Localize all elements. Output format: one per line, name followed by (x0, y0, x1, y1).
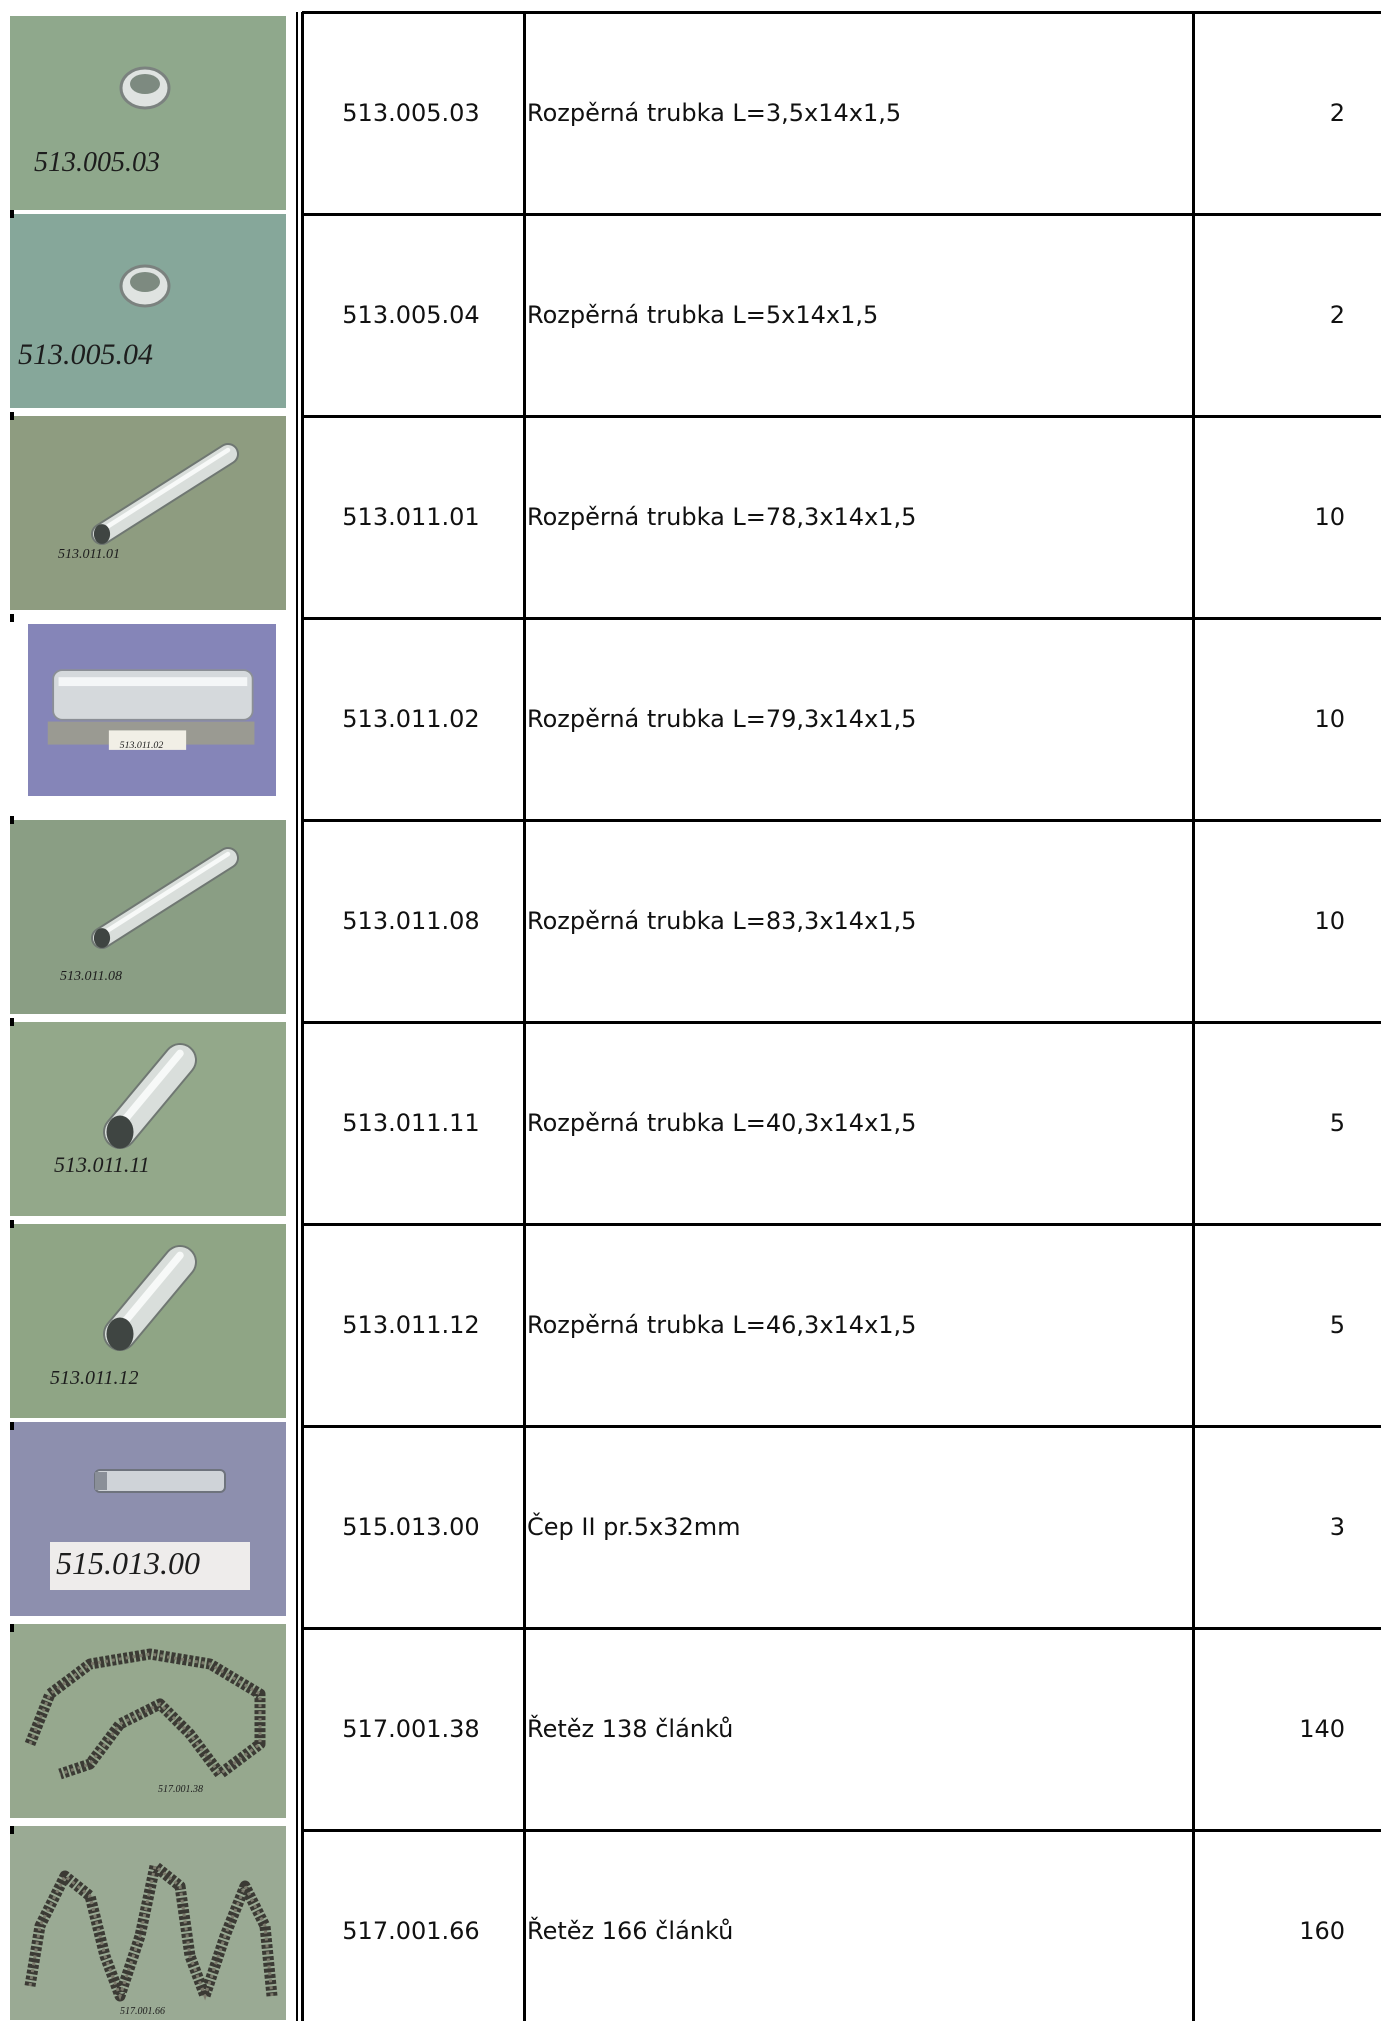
part-photo (10, 1224, 286, 1418)
row-divider (302, 11, 1381, 14)
part-photo (28, 624, 276, 796)
table-row (0, 618, 1381, 820)
part-photo (10, 416, 286, 610)
part-code: 513.011.02 (342, 705, 480, 733)
row-divider (302, 415, 1381, 418)
part-code: 513.011.11 (342, 1109, 480, 1137)
row-divider (302, 1021, 1381, 1024)
part-code: 517.001.66 (342, 1917, 480, 1945)
row-divider (302, 1627, 1381, 1630)
part-description: Rozpěrná trubka L=3,5x14x1,5 (527, 99, 902, 127)
table-row (0, 1022, 1381, 1224)
part-code: 517.001.38 (342, 1715, 480, 1743)
part-photo-image (10, 16, 286, 210)
part-description: Rozpěrná trubka L=79,3x14x1,5 (527, 705, 917, 733)
part-code: 513.005.03 (342, 99, 480, 127)
column-divider (1192, 12, 1195, 2021)
tube-opening (94, 928, 110, 948)
table-row (0, 416, 1381, 618)
table-row (0, 214, 1381, 416)
part-photo (10, 1022, 286, 1216)
svg-text:513.011.01: 513.011.01 (58, 547, 120, 562)
svg-text:513.011.11: 513.011.11 (54, 1152, 150, 1177)
part-quantity: 160 (1299, 1917, 1345, 1945)
part-photo (10, 1826, 286, 2020)
table-row (0, 1628, 1381, 1830)
table-row (0, 1426, 1381, 1628)
part-code: 513.011.08 (342, 907, 480, 935)
part-photo-image (10, 820, 286, 1014)
part-photo (10, 16, 286, 210)
row-tick (10, 1018, 14, 1026)
part-photo-image (10, 1826, 286, 2020)
part-code: 513.011.12 (342, 1311, 480, 1339)
row-tick (10, 1826, 14, 1834)
part-description: Řetěz 138 článků (527, 1715, 734, 1743)
part-quantity: 2 (1329, 301, 1345, 329)
svg-text:513.005.03: 513.005.03 (34, 147, 160, 178)
part-photo (10, 214, 286, 408)
row-tick (10, 1422, 14, 1430)
table-row (0, 12, 1381, 214)
tube-opening (94, 524, 110, 544)
table-row (0, 820, 1381, 1022)
ring-inner (130, 74, 160, 94)
part-photo-image (10, 416, 286, 610)
svg-text:517.001.66: 517.001.66 (120, 2006, 165, 2017)
part-description: Rozpěrná trubka L=40,3x14x1,5 (527, 1109, 917, 1137)
svg-text:513.011.12: 513.011.12 (50, 1367, 139, 1389)
part-quantity: 10 (1314, 503, 1345, 531)
table-row (0, 1224, 1381, 1426)
part-photo-image (10, 1224, 286, 1418)
column-divider (296, 12, 298, 2021)
row-tick (10, 816, 14, 824)
svg-text:517.001.38: 517.001.38 (158, 1784, 203, 1795)
part-photo-image (10, 214, 286, 408)
part-description: Rozpěrná trubka L=78,3x14x1,5 (527, 503, 917, 531)
svg-text:513.005.04: 513.005.04 (18, 338, 153, 371)
pin-groove (95, 1472, 107, 1490)
part-photo (10, 1624, 286, 1818)
part-description: Rozpěrná trubka L=83,3x14x1,5 (527, 907, 917, 935)
row-divider (302, 1223, 1381, 1226)
part-code: 513.011.01 (342, 503, 480, 531)
part-description: Řetěz 166 článků (527, 1917, 734, 1945)
part-photo-image (10, 1422, 286, 1616)
part-photo-image (28, 624, 276, 796)
row-tick (10, 1220, 14, 1228)
part-description: Čep II pr.5x32mm (527, 1513, 741, 1541)
row-tick (10, 614, 14, 622)
svg-text:513.011.08: 513.011.08 (60, 969, 122, 984)
part-description: Rozpěrná trubka L=5x14x1,5 (527, 301, 879, 329)
part-photo-image (10, 1022, 286, 1216)
svg-text:513.011.02: 513.011.02 (119, 740, 164, 752)
svg-text:515.013.00: 515.013.00 (56, 1545, 200, 1581)
row-tick (10, 210, 14, 218)
column-divider (523, 12, 526, 2021)
part-photo (10, 820, 286, 1014)
part-quantity: 10 (1314, 907, 1345, 935)
column-divider (301, 12, 304, 2021)
part-quantity: 2 (1329, 99, 1345, 127)
part-code: 515.013.00 (342, 1513, 480, 1541)
part-code: 513.005.04 (342, 301, 480, 329)
row-divider (302, 1829, 1381, 1832)
row-tick (10, 412, 14, 420)
tube-opening (107, 1318, 134, 1351)
table-row (0, 1830, 1381, 2032)
tube-opening (107, 1116, 134, 1149)
row-divider (302, 1425, 1381, 1428)
part-quantity: 5 (1329, 1311, 1345, 1339)
pin-body (95, 1470, 225, 1492)
part-quantity: 3 (1329, 1513, 1345, 1541)
part-quantity: 5 (1329, 1109, 1345, 1137)
row-divider (302, 617, 1381, 620)
tube-highlight (59, 677, 248, 686)
part-description: Rozpěrná trubka L=46,3x14x1,5 (527, 1311, 917, 1339)
row-divider (302, 819, 1381, 822)
part-photo-image (10, 1624, 286, 1818)
row-divider (302, 213, 1381, 216)
ring-inner (130, 272, 160, 292)
part-photo (10, 1422, 286, 1616)
part-quantity: 10 (1314, 705, 1345, 733)
row-tick (10, 1624, 14, 1632)
part-quantity: 140 (1299, 1715, 1345, 1743)
